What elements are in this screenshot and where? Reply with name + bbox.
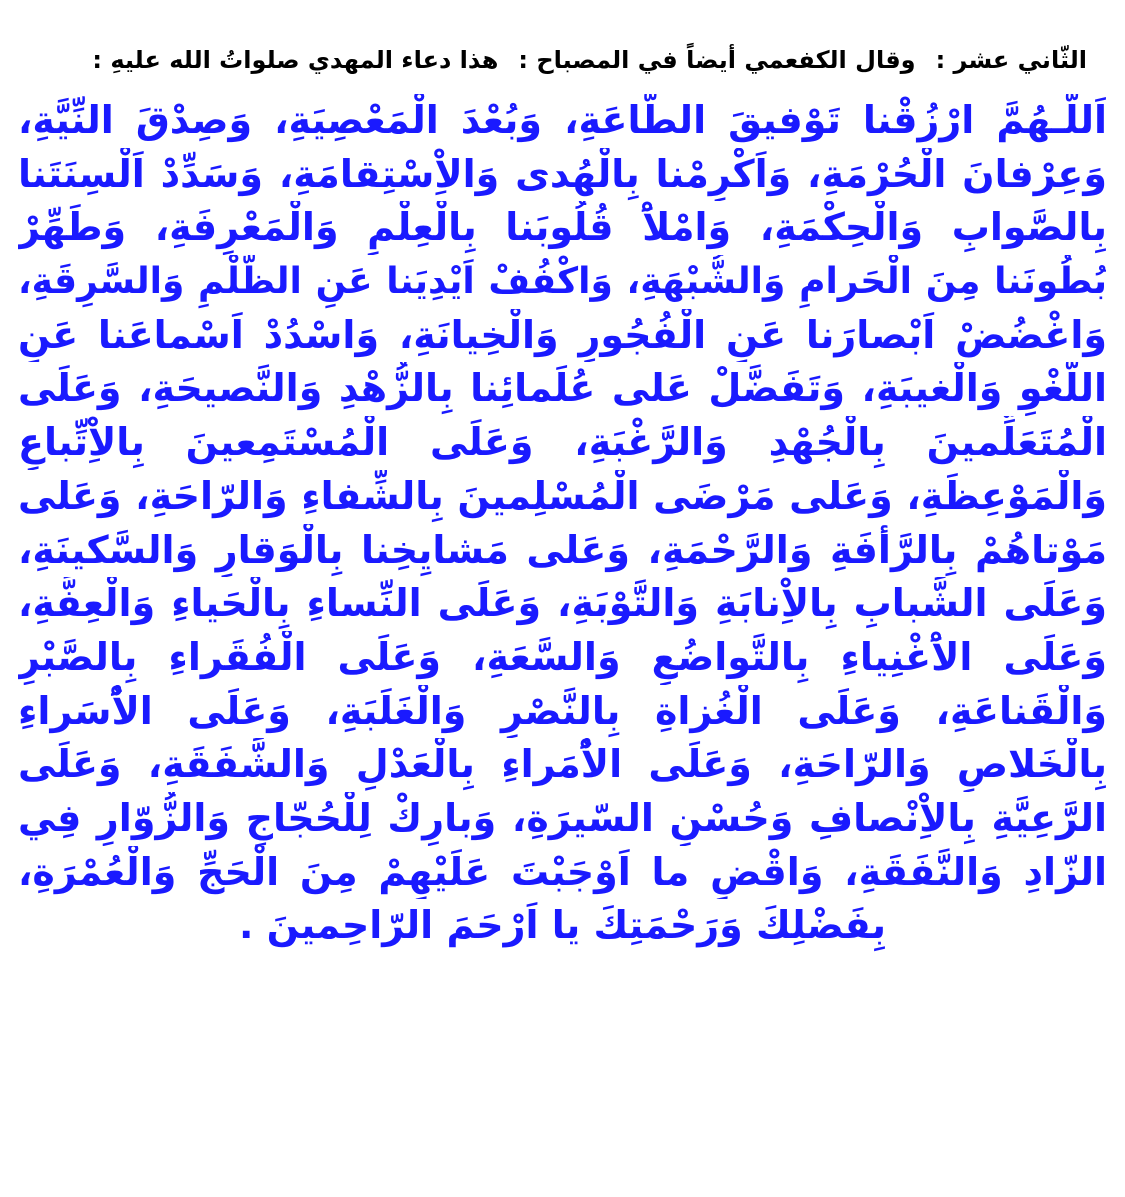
prayer-line: وَالْقَناعَةِ، وَعَلَى الْغُزاةِ بِالنَّصْرِ وَالْغَلَبَةِ، وَعَلَى الاُْسَراءِ: [18, 688, 1107, 733]
prayer-text: [18, 94, 1107, 953]
prayer-line: الرَّعِيَّةِ بِالاِْنْصافِ وَحُسْنِ السّيرَةِ، وَبارِكْ لِلْحُجّاجِ وَالزُّوّارِ فِي: [18, 795, 1107, 840]
prayer-line: بُطُونَنا مِنَ الْحَرامِ وَالشُّبْهَةِ، وَاكْفُفْ اَيْدِيَنا عَنِ الظُّلْمِ وَالسَّرِقَةِ،: [18, 261, 1107, 303]
prayer-line: الْمُتَعَلِّمينَ بِالْجُهْدِ وَالرَّغْبَةِ، وَعَلَى الْمُسْتَمِعينَ بِالاِْتِّباعِ: [18, 420, 1107, 465]
document-heading: [18, 40, 1107, 86]
heading-section-number: الثّاني عشر :: [935, 46, 1087, 74]
prayer-line: وَالْمَوْعِظَةِ، وَعَلى مَرْضَى الْمُسْلِمينَ بِالشِّفاءِ وَالرّاحَةِ، وَعَلى: [18, 473, 1107, 518]
prayer-line: وَعَلَى الاَْغْنِياءِ بِالتَّواضُعِ وَالسَّعَةِ، وَعَلَى الْفُقَراءِ بِالصَّبْرِ: [18, 634, 1107, 679]
prayer-line: بِالصَّوابِ وَالْحِكْمَةِ، وَامْلاَْ قُلُوبَنا بِالْعِلْمِ وَالْمَعْرِفَةِ، وَطَهِّرْ: [18, 205, 1107, 250]
prayer-line: وَعِرْفانَ الْحُرْمَةِ، وَاَكْرِمْنا بِالْهُدى وَالاِْسْتِقامَةِ، وَسَدِّدْ اَلْسِنَتَنا: [18, 151, 1107, 196]
prayer-line: وَعَلَى الشَّبابِ بِالاِْنابَةِ وَالتَّوْبَةِ، وَعَلَى النِّساءِ بِالْحَياءِ وَالْعِفَّةِ،: [18, 581, 1107, 626]
prayer-line: اَللّـهُمَّ ارْزُقْنا تَوْفيقَ الطّاعَةِ، وَبُعْدَ الْمَعْصِيَةِ، وَصِدْقَ النِّيَّةِ،: [18, 98, 1107, 142]
prayer-line: مَوْتاهُمْ بِالرَّأْفَةِ وَالرَّحْمَةِ، وَعَلى مَشايِخِنا بِالْوَقارِ وَالسَّكينَةِ،: [18, 527, 1107, 572]
heading-source: وقال الكفعمي أيضاً في المصباح :: [518, 46, 916, 74]
prayer-line: الزّادِ وَالنَّفَقَةِ، وَاقْضِ ما اَوْجَبْتَ عَلَيْهِمْ مِنَ الْحَجِّ وَالْعُمْرَةِ،: [18, 849, 1107, 894]
prayer-line: بِالْخَلاصِ وَالرّاحَةِ، وَعَلَى الاُْمَراءِ بِالْعَدْلِ وَالشَّفَقَةِ، وَعَلَى: [18, 742, 1107, 787]
prayer-line: وَاغْضُضْ اَبْصارَنا عَنِ الْفُجُورِ وَالْخِيانَةِ، وَاسْدُدْ اَسْماعَنا عَنِ: [18, 312, 1107, 357]
prayer-closing-line: بِفَضْلِكَ وَرَحْمَتِكَ يا اَرْحَمَ الرّاحِمينَ .: [239, 903, 886, 948]
heading-description: هذا دعاء المهدي صلواتُ الله عليهِ :: [92, 46, 499, 74]
prayer-line: اللَّغْوِ وَالْغيبَةِ، وَتَفَضَّلْ عَلى عُلَمائِنا بِالزُّهْدِ وَالنَّصيحَةِ، وَعَلَى: [18, 366, 1107, 411]
